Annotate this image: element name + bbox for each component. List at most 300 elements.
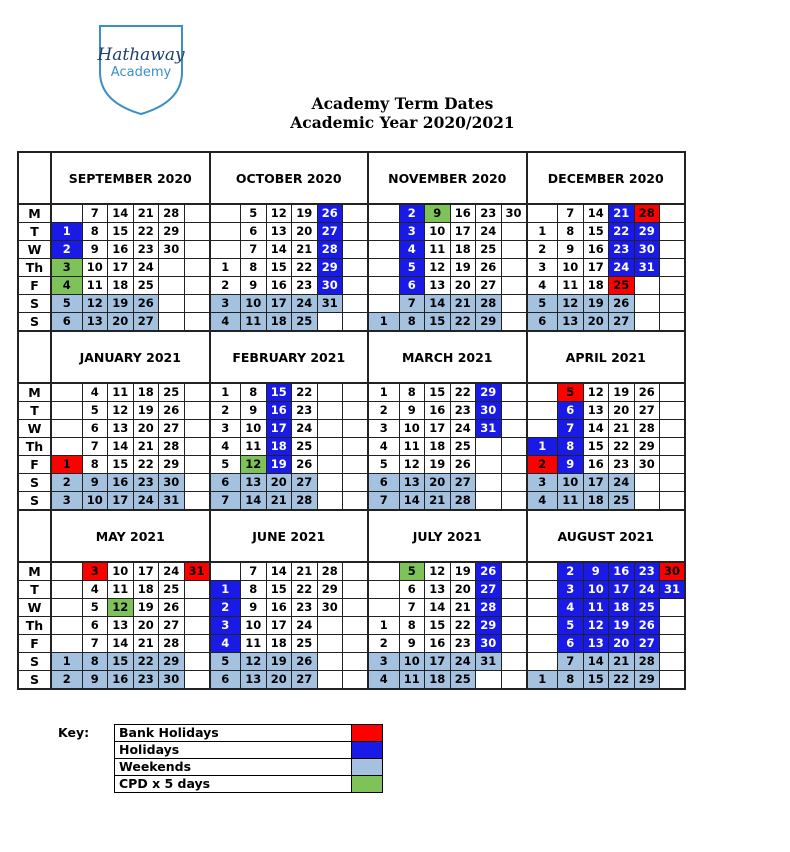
day-label: S [18,492,51,511]
day-label: S [18,653,51,671]
date-cell-wk: 8 [82,653,108,671]
date-cell: 4 [368,438,399,456]
logo-line2: Academy [110,65,172,80]
empty-cell [184,259,210,277]
date-cell: 15 [266,581,292,599]
day-label: F [18,456,51,474]
empty-cell [634,474,660,492]
date-cell: 20 [450,277,476,295]
empty-cell [634,295,660,313]
date-cell-bank: 30 [660,562,686,581]
empty-cell [210,223,241,241]
empty-cell [501,313,527,332]
date-cell: 17 [583,259,609,277]
date-cell: 23 [292,402,318,420]
date-cell-wk: 28 [292,492,318,511]
date-cell-hol: 26 [634,617,660,635]
date-cell-wk: 9 [82,474,108,492]
date-cell: 30 [634,456,660,474]
empty-cell [368,204,399,223]
date-cell: 14 [583,204,609,223]
date-cell: 1 [368,617,399,635]
date-cell-wk: 21 [609,653,635,671]
key-item-label: Weekends [115,759,352,776]
empty-cell [368,223,399,241]
page-title [0,94,790,132]
date-cell: 11 [241,635,267,653]
empty-cell [343,492,369,511]
date-cell: 28 [159,204,185,223]
date-cell: 7 [558,204,584,223]
date-cell: 10 [82,259,108,277]
date-cell-hol: 22 [609,223,635,241]
date-cell: 7 [82,438,108,456]
date-cell: 11 [558,277,584,295]
date-cell: 12 [108,402,134,420]
date-cell: 7 [241,241,267,259]
date-cell-wk: 8 [558,671,584,690]
date-cell: 25 [133,277,159,295]
date-cell-wk: 18 [425,671,451,690]
date-cell-hol: 29 [317,259,343,277]
date-cell-wk: 11 [558,492,584,511]
empty-cell [501,402,527,420]
date-cell-wk: 13 [558,313,584,332]
date-cell: 14 [108,635,134,653]
empty-cell [501,295,527,313]
date-cell: 19 [133,402,159,420]
date-cell: 1 [210,259,241,277]
empty-cell [317,456,343,474]
date-cell: 14 [583,420,609,438]
date-cell: 17 [450,223,476,241]
day-label: Th [18,259,51,277]
date-cell-hol: 19 [609,617,635,635]
date-cell: 1 [368,383,399,402]
date-cell-hol: 21 [609,204,635,223]
date-cell-bank: 2 [527,456,558,474]
date-cell: 16 [425,402,451,420]
empty-cell [368,295,399,313]
empty-cell [501,438,527,456]
date-cell-wk: 31 [476,653,502,671]
date-cell: 22 [450,617,476,635]
empty-cell [660,223,686,241]
empty-cell [343,635,369,653]
date-cell-wk: 28 [450,492,476,511]
date-cell-wk: 18 [583,492,609,511]
empty-cell [501,241,527,259]
date-cell: 15 [108,456,134,474]
date-cell-wk: 26 [609,295,635,313]
month-title: JUNE 2021 [210,510,369,562]
title-line1: Academy Term Dates [311,94,494,113]
key-spacer [58,776,115,793]
empty-cell [343,402,369,420]
date-cell-wk: 17 [108,492,134,511]
date-cell-wk: 7 [558,653,584,671]
date-cell: 12 [583,383,609,402]
empty-cell [51,438,82,456]
date-cell-wk: 27 [292,474,318,492]
empty-cell [527,420,558,438]
date-cell-hol: 17 [609,581,635,599]
date-cell-hol: 3 [399,223,425,241]
empty-cell [317,438,343,456]
date-cell-wk: 24 [450,653,476,671]
date-cell-wk: 13 [399,474,425,492]
date-cell-hol: 9 [583,562,609,581]
term-dates-calendar [17,151,686,690]
date-cell: 9 [241,599,267,617]
date-cell-wk: 20 [266,671,292,690]
date-cell-wk: 29 [159,653,185,671]
legend-key [58,724,383,793]
date-cell: 19 [609,383,635,402]
month-title: DECEMBER 2020 [527,152,686,204]
date-cell: 20 [609,402,635,420]
date-cell-wk: 28 [634,653,660,671]
date-cell: 1 [210,383,241,402]
date-cell: 24 [450,420,476,438]
empty-cell [501,383,527,402]
date-cell: 19 [292,204,318,223]
date-cell: 23 [292,277,318,295]
date-cell-wk: 6 [210,671,241,690]
empty-cell [660,671,686,690]
empty-cell [51,383,82,402]
date-cell-wk: 10 [241,295,267,313]
date-cell: 15 [583,438,609,456]
date-cell-hol: 26 [476,562,502,581]
month-title: MAY 2021 [51,510,210,562]
date-cell: 13 [425,277,451,295]
date-cell-cpd: 5 [399,562,425,581]
date-cell-hol: 29 [476,617,502,635]
empty-cell [368,562,399,581]
empty-cell [51,562,82,581]
date-cell: 21 [133,204,159,223]
month-title: JANUARY 2021 [51,331,210,383]
date-cell: 13 [108,617,134,635]
date-cell-wk: 13 [82,313,108,332]
empty-cell [184,241,210,259]
date-cell-wk: 12 [558,295,584,313]
empty-cell [184,277,210,295]
date-cell: 26 [292,456,318,474]
empty-cell [343,259,369,277]
date-cell-hol: 31 [660,581,686,599]
empty-cell [476,438,502,456]
empty-cell [660,259,686,277]
date-cell-wk: 28 [476,295,502,313]
date-cell-wk: 13 [241,474,267,492]
empty-cell [501,277,527,295]
empty-cell [660,456,686,474]
date-cell: 27 [159,617,185,635]
date-cell-wk: 7 [399,295,425,313]
date-cell-wk: 11 [399,671,425,690]
date-cell-wk: 6 [368,474,399,492]
empty-cell [368,599,399,617]
date-cell: 8 [558,223,584,241]
date-cell-wk: 5 [51,295,82,313]
empty-cell [660,402,686,420]
empty-cell [317,635,343,653]
empty-cell [51,635,82,653]
date-cell-wk: 1 [527,671,558,690]
date-cell: 6 [241,223,267,241]
date-cell: 7 [82,204,108,223]
date-cell: 10 [241,420,267,438]
empty-cell [184,492,210,511]
date-cell-hol: 2 [399,204,425,223]
date-cell: 2 [368,635,399,653]
empty-cell [527,581,558,599]
date-cell-wk: 26 [133,295,159,313]
date-cell: 13 [425,581,451,599]
date-cell: 21 [133,438,159,456]
date-cell-wk: 19 [266,653,292,671]
date-cell: 14 [266,562,292,581]
date-cell: 8 [241,581,267,599]
date-cell: 11 [108,383,134,402]
date-cell-hol: 1 [51,223,82,241]
empty-cell [210,241,241,259]
empty-cell [634,492,660,511]
empty-cell [660,599,686,617]
empty-cell [660,438,686,456]
date-cell-hol: 24 [609,259,635,277]
date-cell: 12 [399,456,425,474]
empty-cell [476,492,502,511]
date-cell: 22 [292,259,318,277]
key-swatch-hol [352,742,383,759]
date-cell-wk: 15 [425,313,451,332]
date-cell: 19 [133,599,159,617]
date-cell: 16 [450,204,476,223]
empty-cell [501,492,527,511]
date-cell: 15 [425,617,451,635]
date-cell-hol: 8 [558,438,584,456]
empty-cell [501,223,527,241]
empty-cell [184,295,210,313]
date-cell-cpd: 3 [51,259,82,277]
day-label: S [18,295,51,313]
date-cell-hol: 9 [558,456,584,474]
date-cell-wk: 4 [210,313,241,332]
date-cell-hol: 1 [210,581,241,599]
day-label: M [18,204,51,223]
empty-cell [476,474,502,492]
date-cell: 10 [399,420,425,438]
date-cell-wk: 17 [425,653,451,671]
empty-cell [51,617,82,635]
date-cell: 11 [82,277,108,295]
date-cell: 10 [425,223,451,241]
header-blank [18,152,51,204]
empty-cell [634,313,660,332]
date-cell: 30 [159,241,185,259]
date-cell-hol: 13 [583,635,609,653]
date-cell: 12 [425,259,451,277]
date-cell-hol: 30 [634,241,660,259]
date-cell-wk: 6 [210,474,241,492]
empty-cell [501,671,527,690]
date-cell-wk: 1 [368,313,399,332]
date-cell-wk: 14 [399,492,425,511]
date-cell-wk: 29 [634,671,660,690]
date-cell: 10 [241,617,267,635]
date-cell-wk: 12 [82,295,108,313]
empty-cell [527,617,558,635]
date-cell: 5 [82,599,108,617]
date-cell: 9 [558,241,584,259]
month-title: SEPTEMBER 2020 [51,152,210,204]
date-cell: 8 [82,223,108,241]
date-cell-hol: 29 [476,383,502,402]
date-cell: 2 [210,402,241,420]
date-cell: 17 [266,617,292,635]
month-title: OCTOBER 2020 [210,152,369,204]
date-cell: 4 [210,438,241,456]
date-cell-wk: 16 [108,671,134,690]
date-cell-hol: 18 [266,438,292,456]
empty-cell [501,456,527,474]
empty-cell [660,383,686,402]
empty-cell [343,295,369,313]
date-cell: 19 [450,562,476,581]
date-cell-hol: 27 [476,581,502,599]
empty-cell [660,420,686,438]
date-cell: 5 [241,204,267,223]
empty-cell [159,277,185,295]
date-cell-wk: 25 [292,313,318,332]
date-cell-hol: 3 [210,617,241,635]
date-cell-hol: 4 [210,635,241,653]
empty-cell [660,474,686,492]
date-cell: 11 [108,581,134,599]
date-cell: 20 [133,617,159,635]
empty-cell [527,204,558,223]
date-cell: 29 [317,581,343,599]
date-cell-wk: 14 [425,295,451,313]
date-cell-hol: 6 [558,635,584,653]
empty-cell [317,671,343,690]
date-cell-wk: 15 [108,653,134,671]
date-cell-hol: 31 [476,420,502,438]
date-cell-hol: 30 [476,635,502,653]
date-cell: 23 [476,204,502,223]
empty-cell [501,653,527,671]
date-cell: 13 [266,223,292,241]
empty-cell [527,562,558,581]
key-swatch-bank [352,725,383,742]
date-cell: 10 [108,562,134,581]
date-cell: 20 [450,581,476,599]
date-cell: 9 [241,277,267,295]
date-cell: 5 [210,456,241,474]
empty-cell [159,295,185,313]
day-label: Th [18,617,51,635]
date-cell: 12 [425,562,451,581]
empty-cell [343,671,369,690]
date-cell-wk: 22 [133,653,159,671]
empty-cell [184,438,210,456]
date-cell-hol: 27 [317,223,343,241]
empty-cell [343,653,369,671]
empty-cell [476,456,502,474]
date-cell-wk: 14 [241,492,267,511]
day-label: S [18,313,51,332]
date-cell: 2 [527,241,558,259]
empty-cell [660,277,686,295]
empty-cell [184,581,210,599]
title-line2: Academic Year 2020/2021 [290,113,515,132]
date-cell-hol: 4 [399,241,425,259]
date-cell-wk: 10 [399,653,425,671]
date-cell-hol: 2 [51,241,82,259]
day-label: T [18,223,51,241]
date-cell-wk: 14 [583,653,609,671]
empty-cell [660,617,686,635]
empty-cell [343,383,369,402]
empty-cell [501,562,527,581]
date-cell: 9 [399,402,425,420]
empty-cell [527,653,558,671]
date-cell: 27 [476,277,502,295]
date-cell: 14 [108,438,134,456]
empty-cell [660,204,686,223]
empty-cell [51,420,82,438]
date-cell: 11 [399,438,425,456]
month-title: APRIL 2021 [527,331,686,383]
empty-cell [317,492,343,511]
logo-line1: Hathaway [97,45,185,65]
date-cell: 18 [450,241,476,259]
date-cell-wk: 5 [210,653,241,671]
key-swatch-wk [352,759,383,776]
empty-cell [51,402,82,420]
empty-cell [527,383,558,402]
date-cell: 7 [241,562,267,581]
key-item-label: Bank Holidays [115,725,352,742]
date-cell-bank: 5 [558,383,584,402]
empty-cell [501,474,527,492]
empty-cell [184,635,210,653]
date-cell: 22 [292,581,318,599]
date-cell-hol: 19 [266,456,292,474]
date-cell: 23 [133,241,159,259]
date-cell: 6 [82,420,108,438]
key-swatch-cpd [352,776,383,793]
date-cell: 21 [292,241,318,259]
date-cell-wk: 20 [425,474,451,492]
date-cell: 17 [108,259,134,277]
date-cell-hol: 15 [266,383,292,402]
date-cell-wk: 24 [133,492,159,511]
date-cell-hol: 18 [609,599,635,617]
date-cell-hol: 2 [210,599,241,617]
empty-cell [184,617,210,635]
date-cell-wk: 6 [527,313,558,332]
date-cell-hol: 5 [558,617,584,635]
date-cell-hol: 6 [399,277,425,295]
empty-cell [317,420,343,438]
date-cell-hol: 3 [558,581,584,599]
date-cell-wk: 3 [51,492,82,511]
date-cell: 15 [266,259,292,277]
